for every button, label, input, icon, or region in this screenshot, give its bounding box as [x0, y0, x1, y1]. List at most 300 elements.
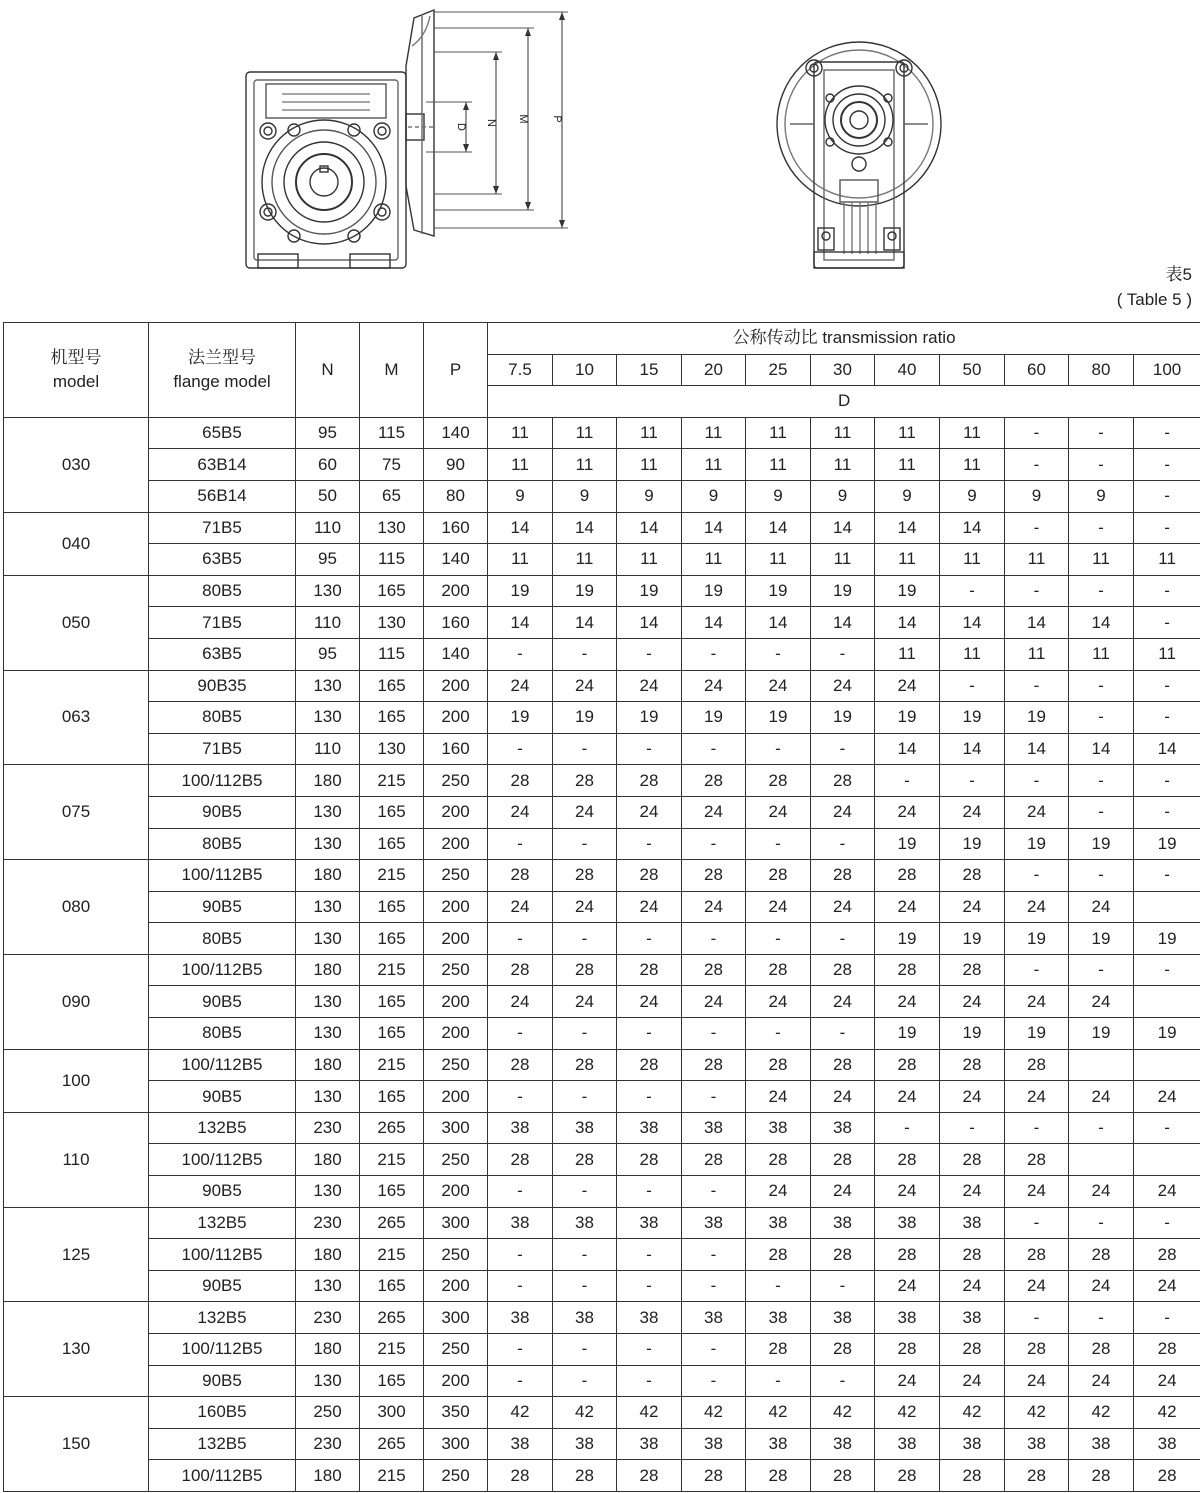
header-ratio-100: 100 [1134, 354, 1200, 386]
table-row [4, 575, 1200, 607]
bore-d-cell: - [617, 1081, 682, 1113]
bore-d-cell: 24 [875, 1365, 940, 1397]
n-cell: 130 [296, 670, 360, 702]
model-cell: 110 [4, 1112, 149, 1207]
n-cell: 130 [296, 1365, 360, 1397]
bore-d-cell: 14 [875, 512, 940, 544]
bore-d-cell: 14 [811, 512, 875, 544]
bore-d-cell: - [488, 1081, 553, 1113]
bore-d-cell: 24 [940, 796, 1005, 828]
bore-d-cell: 11 [811, 544, 875, 576]
flange-cell: 56B14 [149, 480, 296, 512]
bore-d-cell: - [488, 1334, 553, 1366]
bore-d-cell: 14 [940, 512, 1005, 544]
bore-d-cell: 28 [1005, 1239, 1069, 1271]
bore-d-cell: 19 [875, 923, 940, 955]
bore-d-cell: 19 [488, 702, 553, 734]
flange-cell: 80B5 [149, 828, 296, 860]
p-cell: 200 [424, 828, 488, 860]
bore-d-cell: 38 [488, 1207, 553, 1239]
bore-d-cell: 38 [682, 1302, 746, 1334]
m-cell: 165 [360, 828, 424, 860]
table-row [4, 828, 1200, 860]
n-cell: 130 [296, 891, 360, 923]
n-cell: 110 [296, 607, 360, 639]
bore-d-cell: 38 [811, 1302, 875, 1334]
bore-d-cell: 19 [553, 702, 617, 734]
table-row [4, 1207, 1200, 1239]
flange-cell: 100/112B5 [149, 860, 296, 892]
bore-d-cell: 19 [1134, 923, 1200, 955]
dim-label-N: N [485, 119, 497, 127]
bore-d-cell: 28 [1005, 1144, 1069, 1176]
bore-d-cell: - [746, 1018, 811, 1050]
bore-d-cell: 24 [811, 670, 875, 702]
bore-d-cell: 19 [811, 575, 875, 607]
m-cell: 215 [360, 1144, 424, 1176]
flange-cell: 90B5 [149, 891, 296, 923]
model-cell: 150 [4, 1397, 149, 1492]
bore-d-cell: 28 [617, 1144, 682, 1176]
bore-d-cell [1134, 891, 1200, 923]
n-cell: 130 [296, 575, 360, 607]
flange-cell: 63B14 [149, 449, 296, 481]
m-cell: 75 [360, 449, 424, 481]
n-cell: 180 [296, 765, 360, 797]
bore-d-cell: - [1005, 1112, 1069, 1144]
bore-d-cell: 28 [940, 1334, 1005, 1366]
n-cell: 130 [296, 923, 360, 955]
bore-d-cell: 28 [1134, 1460, 1200, 1492]
bore-d-cell: 19 [940, 828, 1005, 860]
bore-d-cell: 14 [1005, 607, 1069, 639]
flange-cell: 90B35 [149, 670, 296, 702]
flange-cell: 71B5 [149, 607, 296, 639]
bore-d-cell: 11 [1134, 638, 1200, 670]
bore-d-cell: 28 [488, 1144, 553, 1176]
bore-d-cell: 14 [682, 607, 746, 639]
bore-d-cell: - [1005, 1302, 1069, 1334]
bore-d-cell: 42 [682, 1397, 746, 1429]
n-cell: 50 [296, 480, 360, 512]
bore-d-cell: - [682, 1239, 746, 1271]
bore-d-cell: 24 [682, 796, 746, 828]
bore-d-cell: 24 [553, 796, 617, 828]
bore-d-cell: 38 [682, 1112, 746, 1144]
p-cell: 200 [424, 702, 488, 734]
bore-d-cell: - [553, 1081, 617, 1113]
bore-d-cell: 14 [553, 512, 617, 544]
bore-d-cell: 24 [746, 1081, 811, 1113]
table-row [4, 1176, 1200, 1208]
table-row [4, 986, 1200, 1018]
flange-cell: 90B5 [149, 1176, 296, 1208]
bore-d-cell: 28 [811, 765, 875, 797]
bore-d-cell: - [1005, 860, 1069, 892]
flange-cell: 80B5 [149, 575, 296, 607]
bore-d-cell: 24 [940, 891, 1005, 923]
n-cell: 180 [296, 860, 360, 892]
bore-d-cell: - [488, 923, 553, 955]
m-cell: 165 [360, 1270, 424, 1302]
bore-d-cell: 11 [553, 449, 617, 481]
bore-d-cell: 11 [746, 417, 811, 449]
bore-d-cell: 38 [553, 1112, 617, 1144]
flange-cell: 80B5 [149, 923, 296, 955]
table-row [4, 1460, 1200, 1492]
bore-d-cell: - [682, 1176, 746, 1208]
m-cell: 165 [360, 1081, 424, 1113]
p-cell: 140 [424, 417, 488, 449]
m-cell: 115 [360, 638, 424, 670]
bore-d-cell: 19 [617, 575, 682, 607]
bore-d-cell: 24 [746, 1176, 811, 1208]
table-row [4, 449, 1200, 481]
bore-d-cell: - [553, 828, 617, 860]
p-cell: 200 [424, 1018, 488, 1050]
header-ratio-60: 60 [1005, 354, 1069, 386]
bore-d-cell: 24 [553, 670, 617, 702]
bore-d-cell: 24 [1134, 1270, 1200, 1302]
header-N: N [296, 323, 360, 418]
n-cell: 130 [296, 796, 360, 828]
bore-d-cell: 38 [1069, 1428, 1134, 1460]
bore-d-cell: - [875, 765, 940, 797]
bore-d-cell: 28 [940, 1144, 1005, 1176]
bore-d-cell: - [811, 638, 875, 670]
bore-d-cell: - [1005, 449, 1069, 481]
n-cell: 230 [296, 1112, 360, 1144]
m-cell: 165 [360, 1365, 424, 1397]
n-cell: 110 [296, 512, 360, 544]
bore-d-cell: - [617, 828, 682, 860]
bore-d-cell: - [682, 1270, 746, 1302]
bore-d-cell: 24 [811, 1081, 875, 1113]
bore-d-cell: 11 [1069, 638, 1134, 670]
bore-d-cell: 11 [488, 417, 553, 449]
n-cell: 110 [296, 733, 360, 765]
bore-d-cell: - [1134, 765, 1200, 797]
header-ratio-title: 公称传动比 transmission ratio [488, 323, 1200, 355]
flange-cell: 63B5 [149, 544, 296, 576]
bore-d-cell: 11 [553, 417, 617, 449]
bore-d-cell: - [1005, 1207, 1069, 1239]
bore-d-cell: 28 [682, 1460, 746, 1492]
bore-d-cell: - [811, 828, 875, 860]
bore-d-cell: 38 [1134, 1428, 1200, 1460]
bore-d-cell: 11 [682, 417, 746, 449]
bore-d-cell: - [811, 1018, 875, 1050]
bore-d-cell: 28 [1069, 1460, 1134, 1492]
table-row [4, 1270, 1200, 1302]
n-cell: 95 [296, 544, 360, 576]
table-row [4, 796, 1200, 828]
p-cell: 300 [424, 1428, 488, 1460]
p-cell: 140 [424, 544, 488, 576]
bore-d-cell: - [1134, 1112, 1200, 1144]
bore-d-cell: - [1134, 954, 1200, 986]
table-row [4, 638, 1200, 670]
bore-d-cell: 19 [746, 702, 811, 734]
bore-d-cell: 11 [811, 417, 875, 449]
bore-d-cell: - [553, 1365, 617, 1397]
bore-d-cell: 11 [617, 544, 682, 576]
n-cell: 130 [296, 1081, 360, 1113]
bore-d-cell: 24 [1005, 1365, 1069, 1397]
table-row [4, 702, 1200, 734]
bore-d-cell: 19 [940, 1018, 1005, 1050]
bore-d-cell: - [746, 1270, 811, 1302]
bore-d-cell: 11 [553, 544, 617, 576]
bore-d-cell: 28 [746, 860, 811, 892]
model-cell: 090 [4, 954, 149, 1049]
bore-d-cell: 19 [1069, 923, 1134, 955]
m-cell: 65 [360, 480, 424, 512]
bore-d-cell: 9 [940, 480, 1005, 512]
bore-d-cell: 24 [875, 1081, 940, 1113]
p-cell: 250 [424, 954, 488, 986]
bore-d-cell: - [617, 1018, 682, 1050]
header-ratio-30: 30 [811, 354, 875, 386]
n-cell: 180 [296, 1049, 360, 1081]
bore-d-cell: 11 [940, 638, 1005, 670]
bore-d-cell: 28 [811, 1049, 875, 1081]
bore-d-cell: - [1134, 1207, 1200, 1239]
bore-d-cell: - [682, 1081, 746, 1113]
bore-d-cell: 11 [488, 449, 553, 481]
bore-d-cell: 14 [682, 512, 746, 544]
bore-d-cell: 24 [746, 670, 811, 702]
bore-d-cell: 24 [811, 1176, 875, 1208]
p-cell: 200 [424, 1365, 488, 1397]
table-row [4, 607, 1200, 639]
bore-d-cell: 28 [682, 860, 746, 892]
flange-cell: 100/112B5 [149, 1334, 296, 1366]
p-cell: 200 [424, 670, 488, 702]
bore-d-cell: 28 [617, 765, 682, 797]
m-cell: 165 [360, 891, 424, 923]
bore-d-cell: 28 [553, 954, 617, 986]
bore-d-cell: 9 [553, 480, 617, 512]
bore-d-cell: 11 [875, 449, 940, 481]
bore-d-cell: 19 [875, 575, 940, 607]
p-cell: 250 [424, 1144, 488, 1176]
bore-d-cell: 19 [875, 702, 940, 734]
m-cell: 300 [360, 1397, 424, 1429]
p-cell: 160 [424, 607, 488, 639]
p-cell: 200 [424, 575, 488, 607]
m-cell: 165 [360, 670, 424, 702]
bore-d-cell: - [617, 1239, 682, 1271]
bore-d-cell: - [1069, 860, 1134, 892]
bore-d-cell: 24 [553, 986, 617, 1018]
bore-d-cell: 24 [940, 1081, 1005, 1113]
p-cell: 160 [424, 733, 488, 765]
n-cell: 180 [296, 1460, 360, 1492]
bore-d-cell: 24 [488, 796, 553, 828]
flange-cell: 90B5 [149, 1365, 296, 1397]
bore-d-cell: 24 [1134, 1365, 1200, 1397]
bore-d-cell: 28 [1134, 1334, 1200, 1366]
m-cell: 165 [360, 1176, 424, 1208]
bore-d-cell: 28 [682, 1049, 746, 1081]
header-flange [149, 323, 296, 418]
bore-d-cell: - [1005, 765, 1069, 797]
bore-d-cell: 9 [1005, 480, 1069, 512]
bore-d-cell: 14 [617, 607, 682, 639]
bore-d-cell: 19 [875, 828, 940, 860]
bore-d-cell: 19 [811, 702, 875, 734]
bore-d-cell: 42 [811, 1397, 875, 1429]
p-cell: 250 [424, 1334, 488, 1366]
bore-d-cell: 19 [1005, 923, 1069, 955]
bore-d-cell: 24 [875, 986, 940, 1018]
table-row [4, 1144, 1200, 1176]
bore-d-cell: 24 [617, 986, 682, 1018]
p-cell: 200 [424, 1270, 488, 1302]
gearbox-end-view-drawing [774, 40, 964, 272]
bore-d-cell: 9 [488, 480, 553, 512]
table-row [4, 1302, 1200, 1334]
m-cell: 215 [360, 1460, 424, 1492]
table-row [4, 1334, 1200, 1366]
bore-d-cell: 19 [1005, 1018, 1069, 1050]
bore-d-cell: - [682, 1018, 746, 1050]
bore-d-cell: 38 [488, 1302, 553, 1334]
table-row [4, 670, 1200, 702]
model-cell: 080 [4, 860, 149, 955]
bore-d-cell: - [1069, 1302, 1134, 1334]
bore-d-cell: 28 [617, 1049, 682, 1081]
bore-d-cell: - [1134, 607, 1200, 639]
m-cell: 215 [360, 954, 424, 986]
bore-d-cell: 28 [1005, 1334, 1069, 1366]
table-row [4, 1428, 1200, 1460]
bore-d-cell: - [1134, 670, 1200, 702]
bore-d-cell: 28 [746, 954, 811, 986]
p-cell: 80 [424, 480, 488, 512]
bore-d-cell: 28 [1069, 1334, 1134, 1366]
table-row [4, 1239, 1200, 1271]
bore-d-cell: - [617, 1365, 682, 1397]
bore-d-cell: 19 [1005, 702, 1069, 734]
bore-d-cell: - [1069, 765, 1134, 797]
m-cell: 130 [360, 512, 424, 544]
bore-d-cell: - [746, 638, 811, 670]
p-cell: 300 [424, 1112, 488, 1144]
bore-d-cell: - [682, 638, 746, 670]
bore-d-cell: 28 [553, 1049, 617, 1081]
bore-d-cell: 38 [811, 1112, 875, 1144]
bore-d-cell: - [1005, 954, 1069, 986]
m-cell: 130 [360, 607, 424, 639]
bore-d-cell: 24 [1134, 1081, 1200, 1113]
bore-d-cell: 28 [488, 765, 553, 797]
model-cell: 125 [4, 1207, 149, 1302]
bore-d-cell: 38 [875, 1207, 940, 1239]
flange-cell: 100/112B5 [149, 1460, 296, 1492]
bore-d-cell: 28 [553, 1460, 617, 1492]
flange-cell: 71B5 [149, 733, 296, 765]
table-caption [1117, 262, 1192, 312]
bore-d-cell: 19 [488, 575, 553, 607]
flange-cell: 63B5 [149, 638, 296, 670]
header-model [4, 323, 149, 418]
flange-cell: 100/112B5 [149, 1239, 296, 1271]
header-ratio-10: 10 [553, 354, 617, 386]
bore-d-cell: 9 [682, 480, 746, 512]
n-cell: 130 [296, 986, 360, 1018]
model-cell: 130 [4, 1302, 149, 1397]
bore-d-cell: - [1069, 1112, 1134, 1144]
flange-cell: 132B5 [149, 1428, 296, 1460]
bore-d-cell: 42 [1134, 1397, 1200, 1429]
bore-d-cell: 24 [682, 986, 746, 1018]
bore-d-cell: 38 [617, 1207, 682, 1239]
bore-d-cell: - [682, 1365, 746, 1397]
bore-d-cell: 24 [875, 1270, 940, 1302]
bore-d-cell: - [617, 923, 682, 955]
bore-d-cell: 9 [875, 480, 940, 512]
bore-d-cell: 24 [746, 986, 811, 1018]
header-ratio-80: 80 [1069, 354, 1134, 386]
p-cell: 300 [424, 1207, 488, 1239]
n-cell: 130 [296, 702, 360, 734]
bore-d-cell: 28 [617, 860, 682, 892]
flange-cell: 132B5 [149, 1112, 296, 1144]
bore-d-cell: 19 [682, 575, 746, 607]
header-ratio-20: 20 [682, 354, 746, 386]
bore-d-cell: 38 [746, 1302, 811, 1334]
bore-d-cell: 42 [746, 1397, 811, 1429]
bore-d-cell: - [553, 1018, 617, 1050]
n-cell: 130 [296, 828, 360, 860]
bore-d-cell: - [553, 1270, 617, 1302]
bore-d-cell: 24 [488, 891, 553, 923]
bore-d-cell: 42 [875, 1397, 940, 1429]
bore-d-cell: 19 [682, 702, 746, 734]
bore-d-cell: 11 [617, 417, 682, 449]
bore-d-cell: 38 [875, 1428, 940, 1460]
bore-d-cell: 38 [682, 1207, 746, 1239]
p-cell: 140 [424, 638, 488, 670]
table-caption-cn: 表5 [1165, 265, 1192, 284]
bore-d-cell: 28 [746, 1460, 811, 1492]
p-cell: 200 [424, 923, 488, 955]
table-row [4, 860, 1200, 892]
bore-d-cell: 38 [553, 1207, 617, 1239]
bore-d-cell: - [617, 638, 682, 670]
bore-d-cell: 28 [811, 1144, 875, 1176]
bore-d-cell: 9 [617, 480, 682, 512]
bore-d-cell: - [1069, 702, 1134, 734]
dim-label-D: D [455, 123, 467, 131]
bore-d-cell: - [811, 1270, 875, 1302]
bore-d-cell: - [617, 1176, 682, 1208]
bore-d-cell: 28 [940, 1460, 1005, 1492]
bore-d-cell: 24 [1069, 1270, 1134, 1302]
bore-d-cell: - [746, 828, 811, 860]
flange-cell: 71B5 [149, 512, 296, 544]
header-D: D [488, 386, 1200, 418]
bore-d-cell: 28 [811, 1239, 875, 1271]
bore-d-cell: - [488, 1365, 553, 1397]
bore-d-cell: - [1134, 702, 1200, 734]
m-cell: 215 [360, 1049, 424, 1081]
bore-d-cell: 11 [617, 449, 682, 481]
bore-d-cell: - [1069, 575, 1134, 607]
bore-d-cell: 28 [617, 1460, 682, 1492]
